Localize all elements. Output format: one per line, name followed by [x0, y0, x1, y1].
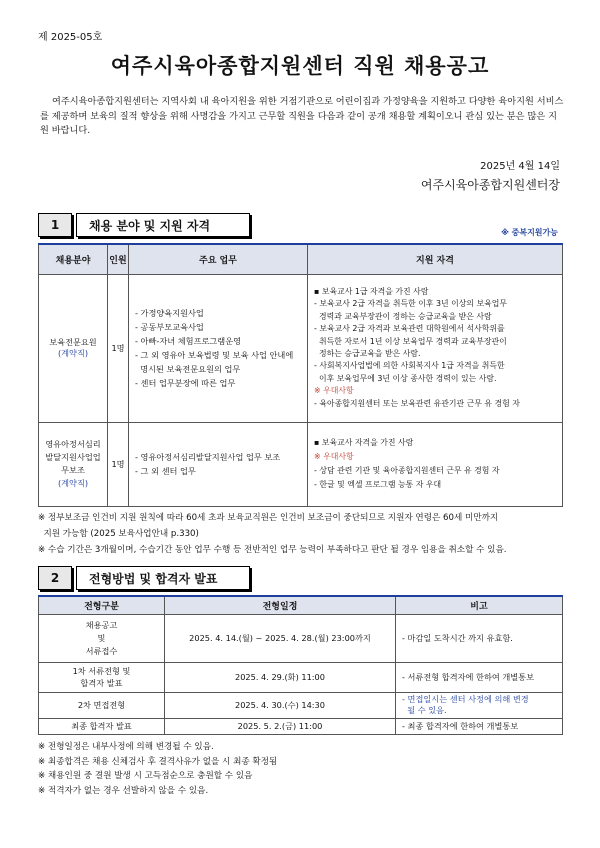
duplicate-application-note: ※ 중복지원가능 [501, 228, 558, 237]
list-item: 정하는 승급교육을 받은 사람. [314, 349, 421, 358]
field-name: 보육전문요원 [49, 337, 97, 347]
section1-title: 채용 분야 및 지원 자격 [76, 213, 250, 237]
qualifications-list [308, 286, 562, 410]
table-row [39, 274, 563, 422]
note-line: ※ 최종합격은 채용 신체검사 후 결격사유가 없을 시 최종 확정됨 [38, 756, 278, 767]
remark-cell: - 마감일 도착시간 까지 유효함. [396, 614, 563, 662]
list-item: - 그 외 센터 업무 [135, 466, 196, 476]
list-item: 경력과 교육부장관이 정하는 승급교육을 받은 사람 [314, 311, 492, 321]
announcement-date: 2025년 4월 14일 [480, 161, 560, 172]
preference-title: ※ 우대사항 [314, 452, 354, 461]
table-row [39, 718, 563, 734]
note-line: ※ 채용인원 중 결원 발생 시 고득점순으로 충원할 수 있음 [38, 771, 253, 781]
list-item: - 사회복지사업법에 의한 사회복지사 1급 자격을 취득한 [314, 361, 505, 371]
list-item: - 보육교사 2급 자격과 보육관련 대학원에서 석사학위를 [314, 324, 505, 334]
recruitment-table [38, 243, 563, 507]
list-item: - 육아종합지원센터 또는 보육관련 유관기관 근무 유 경험 자 [314, 398, 520, 408]
header-field: 채용분야 [39, 244, 108, 274]
table-row [39, 692, 563, 718]
list-item: 이후 보육업무에 3년 이상 종사한 경력이 있는 사람. [314, 373, 497, 383]
header-qualifications: 지원 자격 [308, 244, 563, 274]
stage-cell: 채용공고 및 서류접수 [39, 614, 165, 662]
section2-title: 전형방법 및 합격자 발표 [76, 566, 250, 590]
note-line: ※ 전형일정은 내부사정에 의해 변경될 수 있음. [38, 742, 214, 752]
preference-title: ※ 우대사항 [314, 386, 354, 396]
list-item: ▪ 보육교사 자격을 가진 사람 [314, 438, 414, 447]
duties-list [129, 306, 307, 390]
list-item: - 상담 관련 기관 및 육아종합지원센터 근무 유 경험 자 [314, 466, 500, 475]
schedule-cell: 2025. 4. 29.(화) 11:00 [165, 662, 396, 692]
table-row [39, 662, 563, 692]
intro-paragraph: 여주시육아종합지원센터는 지역사회 내 육아지원을 위한 거점기관으로 어린이집과 가정양육을 지원하고 다양한 육아지원 서비스를 제공하며 보육의 질적 향상을 위해 사명감을 가지고 근무할 직원을 다음과 같이 공개 채용할 계획이오니 관심 있는 분은 많은 지원 바랍니다. [40, 96, 564, 136]
page-title: 여주시육아종합지원센터 직원 채용공고 [110, 54, 490, 78]
schedule-cell: 2025. 4. 30.(수) 14:30 [165, 692, 396, 718]
employment-type: (계약직) [57, 348, 89, 358]
header-schedule: 전형일정 [165, 596, 396, 614]
list-item: ▪ 보육교사 1급 자격을 가진 사람 [314, 286, 429, 296]
headcount: 1명 [108, 422, 129, 506]
schedule-cell: 2025. 5. 2.(금) 11:00 [165, 718, 396, 734]
remark-cell: - 면접일시는 센터 사정에 의해 변경 될 수 있음. [396, 692, 563, 718]
field-name: 영유아정서심리발달지원사업업무보조 [45, 439, 101, 475]
stage-cell: 2차 면접전형 [39, 692, 165, 718]
section1-number: 1 [38, 213, 72, 237]
table-row [39, 614, 563, 662]
section2-number: 2 [38, 566, 72, 590]
headcount: 1명 [108, 274, 129, 422]
document-number: 제 2025-05호 [38, 32, 103, 43]
list-item: - 보육교사 2급 자격을 취득한 이후 3년 이상의 보육업무 [314, 299, 508, 309]
list-item: 명시된 보육전문요원의 업무 [135, 364, 241, 374]
header-count: 인원 [108, 244, 129, 274]
qualifications-list [308, 436, 562, 492]
list-item: - 한글 및 엑셀 프로그램 능통 자 우대 [314, 480, 442, 489]
list-item: - 센터 업무분장에 따른 업무 [135, 378, 236, 388]
schedule-cell: 2025. 4. 14.(월) ~ 2025. 4. 28.(월) 23:00까지 [165, 614, 396, 662]
employment-type: (계약직) [57, 478, 89, 488]
schedule-table [38, 595, 563, 735]
list-item: - 가정양육지원사업 [135, 308, 204, 318]
list-item: - 아빠-자녀 체험프로그램운영 [135, 336, 242, 346]
list-item: - 영유아정서심리발달지원사업 업무 보조 [135, 452, 281, 462]
note-line: ※ 정부보조금 인건비 지원 원칙에 따라 60세 초과 보육교직원은 인건비 보조금이 중단되므로 지원자 연령은 60세 미만까지 [38, 513, 499, 523]
organization-name: 여주시육아종합지원센터장 [420, 178, 560, 192]
table-row [39, 422, 563, 506]
stage-cell: 1차 서류전형 및 합격자 발표 [39, 662, 165, 692]
list-item: 취득한 자로서 1년 이상 보육업무 경력과 교육부장관이 [314, 336, 507, 346]
duties-list [129, 450, 307, 478]
note-line: ※ 적격자가 없는 경우 선발하지 않을 수 있음. [38, 785, 209, 796]
section1-notes [38, 510, 568, 558]
note-line: ※ 수습 기간은 3개월이며, 수습기간 동안 업무 수행 등 전반적인 업무 능력이 부족하다고 판단 될 경우 임용을 취소할 수 있음. [38, 545, 507, 555]
remark-cell: - 최종 합격자에 한하여 개별통보 [396, 718, 563, 734]
section2-notes [38, 740, 277, 798]
header-remark: 비고 [396, 596, 563, 614]
stage-cell: 최종 합격자 발표 [39, 718, 165, 734]
list-item: - 그 외 영유아 보육법령 및 보육 사업 안내에 [135, 350, 294, 360]
note-line: 지원 가능함 (2025 보육사업안내 p.330) [38, 529, 199, 539]
list-item: - 공동부모교육사업 [135, 322, 204, 332]
header-duties: 주요 업무 [129, 244, 308, 274]
remark-cell: - 서류전형 합격자에 한하여 개별통보 [396, 662, 563, 692]
header-stage: 전형구분 [39, 596, 165, 614]
